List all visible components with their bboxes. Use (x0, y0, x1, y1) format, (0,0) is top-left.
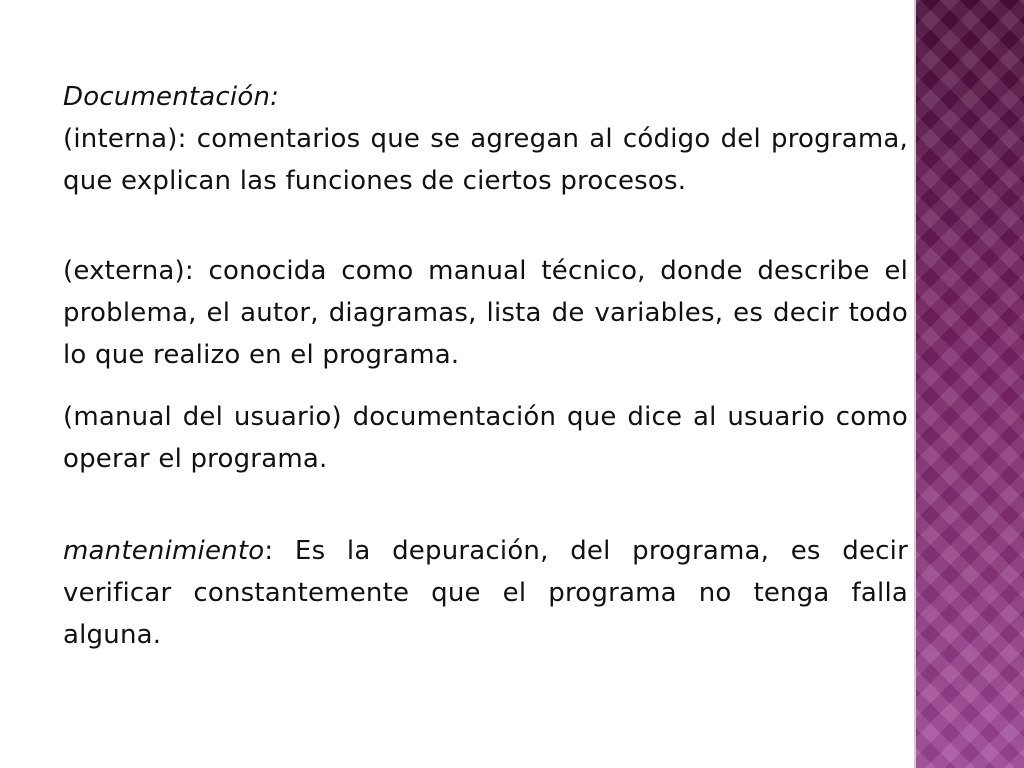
user-manual-paragraph: (manual del usuario) documentación que dice al usuario como operar el programa. (63, 402, 908, 474)
slide-content (63, 76, 908, 656)
decorative-sidebar (914, 0, 1024, 768)
maintenance-label: mantenimiento (63, 536, 265, 566)
maintenance-paragraph (63, 530, 908, 656)
internal-documentation-paragraph: (interna): comentarios que se agregan al código del programa, que explican las funciones de ciertos procesos. (63, 124, 908, 196)
external-documentation-paragraph: (externa): conocida como manual técnico, donde describe el problema, el autor, diagramas, lista de variables, es decir todo lo que realizo en el programa. (63, 256, 908, 370)
maintenance-text: : Es la depuración, del programa, es decir verificar constantemente que el programa no tenga falla alguna. (63, 536, 908, 650)
documentation-heading: Documentación: (63, 82, 280, 112)
